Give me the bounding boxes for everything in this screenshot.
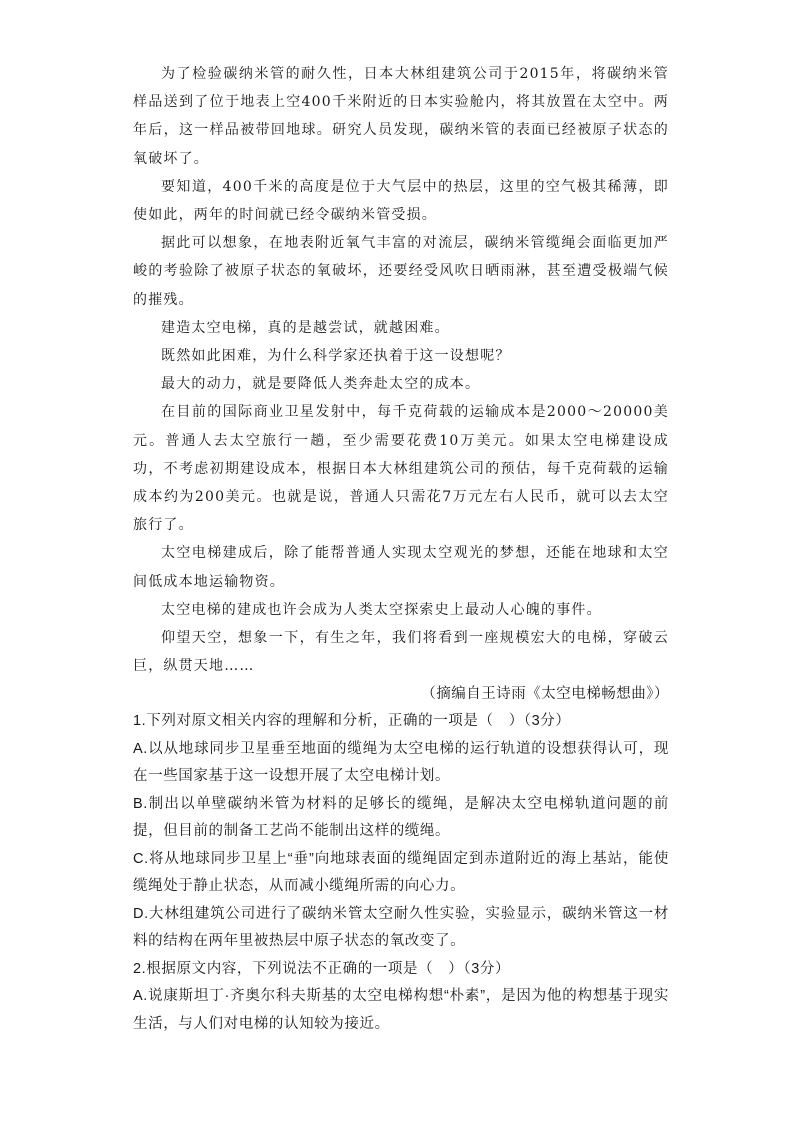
article-paragraph: 在目前的国际商业卫星发射中，每千克荷载的运输成本是2000～20000美元。普通人去太空旅行一趟，至少需要花费10万美元。如果太空电梯建设成功，不考虑初期建设成本，根据日本大林组建筑公司的预估，每千克荷载的运输成本约为200美元。也就是说，普通人只需花7万元左右人民币，就可以去太空旅行了。 (133, 404, 669, 534)
article-source: （摘编自王诗雨《太空电梯畅想曲》） (421, 686, 669, 703)
question-stem: 2.根据原文内容，下列说法不正确的一项是（ ）（3分） (133, 960, 511, 977)
article-paragraph: 太空电梯建成后，除了能帮普通人实现太空观光的梦想，还能在地球和太空间低成本地运输物资。 (133, 545, 669, 590)
article-paragraph: 仰望天空，想象一下，有生之年，我们将看到一座规模宏大的电梯，穿破云巨，纵贯天地…… (133, 630, 669, 675)
answer-option: A.说康斯坦丁·齐奥尔科夫斯基的太空电梯构想“朴素”，是因为他的构想基于现实生活，与人们对电梯的认知较为接近。 (133, 988, 669, 1032)
document-page (133, 60, 669, 1038)
article-paragraph: 既然如此困难，为什么科学家还执着于这一设想呢？ (161, 348, 511, 365)
article-paragraph: 要知道，400千米的高度是位于大气层中的热层，这里的空气极其稀薄，即使如此，两年的时间就已经令碳纳米管受损。 (133, 178, 669, 224)
article-paragraph: 建造太空电梯，真的是越尝试，就越困难。 (161, 319, 450, 336)
question-stem: 1.下列对原文相关内容的理解和分析，正确的一项是（ ）（3分） (133, 713, 571, 730)
article-paragraph: 为了检验碳纳米管的耐久性，日本大林组建筑公司于2015年，将碳纳米管样品送到了位于地表上空400千米附近的日本实验舱内，将其放置在太空中。两年后，这一样品被带回地球。研究人员发现，碳纳米管的表面已经被原子状态的氧破坏了。 (133, 66, 669, 167)
article-body (133, 60, 669, 680)
answer-option: B.制出以单壁碳纳米管为材料的足够长的缆绳，是解决太空电梯轨道问题的前提，但目前的制备工艺尚不能制出这样的缆绳。 (133, 795, 669, 840)
questions-section (133, 708, 669, 1038)
article-paragraph: 最大的动力，就是要降低人类奔赴太空的成本。 (161, 376, 481, 393)
article-paragraph: 据此可以想象，在地表附近氧气丰富的对流层，碳纳米管缆绳会面临更加严峻的考验除了被原子状态的氧破坏，还要经受风吹日晒雨淋，甚至遭受极端气候的摧残。 (133, 235, 669, 308)
answer-option: A.以从地球同步卫星垂至地面的缆绳为太空电梯的运行轨道的设想获得认可，现在一些国家基于这一设想开展了太空电梯计划。 (133, 740, 669, 785)
answer-option: D.大林组建筑公司进行了碳纳米管太空耐久性实验，实验显示，碳纳米管这一材料的结构在两年里被热层中原子状态的氧改变了。 (133, 905, 669, 950)
article-paragraph: 太空电梯的建成也许会成为人类太空探索史上最动人心魄的事件。 (161, 601, 602, 618)
answer-option: C.将从地球同步卫星上“垂”向地球表面的缆绳固定到赤道附近的海上基站，能使缆绳处于静止状态，从而减小缆绳所需的向心力。 (133, 850, 669, 895)
